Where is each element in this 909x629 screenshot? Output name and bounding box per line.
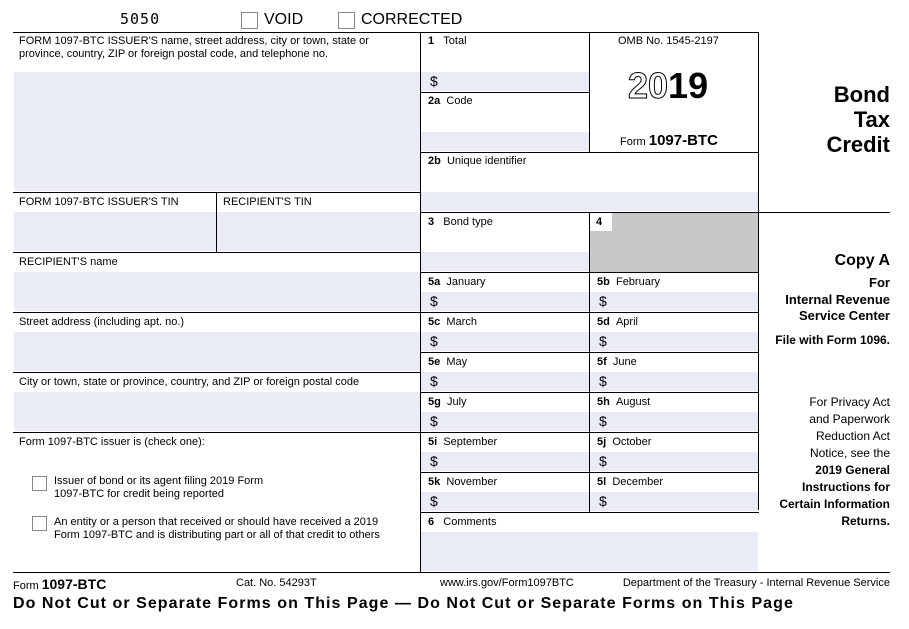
box5g-dollar: $ — [430, 413, 438, 429]
box6-label: 6 Comments — [428, 516, 497, 528]
box5g-field[interactable] — [421, 412, 589, 431]
box5f-field[interactable] — [590, 372, 758, 391]
issuer-check-label: Form 1097-BTC issuer is (check one): — [19, 436, 205, 448]
box2a-field[interactable] — [421, 132, 589, 151]
box5j-dollar: $ — [599, 453, 607, 469]
box5l-dollar: $ — [599, 493, 607, 509]
box4-number: 4 — [596, 216, 603, 228]
box5c-label: 5c March — [428, 316, 477, 328]
side-title-line3: Credit — [826, 132, 890, 157]
divider — [13, 372, 421, 373]
privacy-line8: Returns. — [841, 514, 890, 528]
corrected-checkbox[interactable] — [338, 12, 355, 29]
box5l-field[interactable] — [590, 492, 758, 511]
footer-cat-number: Cat. No. 54293T — [236, 577, 317, 589]
void-checkbox[interactable] — [241, 12, 258, 29]
box5e-dollar: $ — [430, 373, 438, 389]
box5g-label: 5g July — [428, 396, 467, 408]
issuer-option2-label: An entity or a person that received or should have received a 2019 Form 1097-BTC and is distributing part or all of that credit to others — [54, 516, 380, 541]
recipient-tin-field[interactable] — [217, 212, 420, 251]
city-label: City or town, state or province, country, and ZIP or foreign postal code — [19, 376, 360, 388]
copy-for — [760, 275, 890, 325]
privacy-notice — [755, 394, 890, 530]
box5l-label: 5l December — [597, 476, 664, 488]
privacy-line7: Certain Information — [779, 497, 890, 511]
void-label: VOID — [264, 11, 304, 28]
issuer-option1-label: Issuer of bond or its agent filing 2019 Form 1097-BTC for credit being reported — [54, 475, 264, 500]
side-title-line1: Bond — [833, 82, 890, 107]
divider — [420, 512, 759, 513]
copy-for-line3: Service Center — [798, 308, 890, 323]
box5a-dollar: $ — [430, 293, 438, 309]
box5k-label: 5k November — [428, 476, 498, 488]
box5j-label: 5j October — [597, 436, 652, 448]
issuer-tin-label: FORM 1097-BTC ISSUER'S TIN — [19, 196, 179, 208]
box5c-field[interactable] — [421, 332, 589, 351]
issuer-name-label: FORM 1097-BTC ISSUER'S name, street address, city or town, state or province, country, ZIP or foreign postal code, and telephone no. — [19, 35, 369, 60]
copy-a: Copy A — [834, 252, 890, 269]
privacy-line6: Instructions for — [801, 480, 890, 494]
box5d-dollar: $ — [599, 333, 607, 349]
box2a-label: 2a Code — [428, 95, 473, 107]
privacy-line2: and Paperwork — [809, 412, 890, 426]
box5e-label: 5e May — [428, 356, 468, 368]
box5d-label: 5d April — [597, 316, 638, 328]
form-code: 5050 — [120, 10, 161, 28]
box4-shaded — [590, 213, 758, 272]
box5i-field[interactable] — [421, 452, 589, 471]
file-with: File with Form 1096. — [775, 333, 890, 347]
box5b-dollar: $ — [599, 293, 607, 309]
box5e-field[interactable] — [421, 372, 589, 391]
privacy-line4: Notice, see the — [809, 446, 890, 460]
issuer-name-field[interactable] — [14, 72, 420, 191]
divider — [420, 472, 759, 473]
street-field[interactable] — [14, 332, 420, 371]
form-bottom-border — [13, 572, 890, 573]
form-top-border — [13, 32, 759, 33]
footer-warning: Do Not Cut or Separate Forms on This Page — Do Not Cut or Separate Forms on This Page — [13, 595, 794, 612]
box5h-label: 5h August — [597, 396, 651, 408]
box5h-field[interactable] — [590, 412, 758, 431]
divider — [420, 272, 759, 273]
recipient-name-field[interactable] — [14, 272, 420, 311]
recipient-tin-label: RECIPIENT'S TIN — [223, 196, 312, 208]
issuer-tin-field[interactable] — [14, 212, 216, 251]
city-field[interactable] — [14, 392, 420, 431]
tax-year-bold: 19 — [668, 65, 709, 106]
issuer-option2-checkbox[interactable] — [32, 516, 47, 531]
footer-url[interactable]: www.irs.gov/Form1097BTC — [440, 577, 574, 589]
privacy-line1: For Privacy Act — [809, 395, 890, 409]
divider — [420, 92, 590, 93]
divider — [420, 352, 759, 353]
issuer-option1-checkbox[interactable] — [32, 476, 47, 491]
box5k-dollar: $ — [430, 493, 438, 509]
street-label: Street address (including apt. no.) — [19, 316, 185, 328]
box5a-field[interactable] — [421, 292, 589, 311]
omb-number: OMB No. 1545-2197 — [618, 35, 719, 47]
divider — [13, 252, 421, 253]
box2b-field[interactable] — [421, 192, 758, 211]
box5f-dollar: $ — [599, 373, 607, 389]
side-title — [760, 82, 890, 157]
copy-for-line2: Internal Revenue — [785, 291, 890, 307]
divider — [420, 392, 759, 393]
box5i-label: 5i September — [428, 436, 498, 448]
box5b-field[interactable] — [590, 292, 758, 311]
box5k-field[interactable] — [421, 492, 589, 511]
box5h-dollar: $ — [599, 413, 607, 429]
tax-year-outline: 20 — [628, 65, 669, 106]
corrected-label: CORRECTED — [361, 11, 463, 28]
box1-label: 1 Total — [428, 35, 467, 47]
divider — [420, 432, 759, 433]
recipient-name-label: RECIPIENT'S name — [19, 256, 118, 268]
omb-form-name: Form 1097-BTC — [620, 132, 718, 149]
box1-field[interactable] — [421, 72, 589, 91]
privacy-line3: Reduction Act — [815, 429, 890, 443]
divider — [420, 312, 759, 313]
box1-dollar: $ — [430, 73, 438, 89]
privacy-line5: 2019 General — [815, 463, 890, 477]
divider — [13, 192, 421, 193]
copy-for-line1: For — [869, 275, 890, 290]
box5i-dollar: $ — [430, 453, 438, 469]
box5c-dollar: $ — [430, 333, 438, 349]
box5j-field[interactable] — [590, 452, 758, 471]
box5d-field[interactable] — [590, 332, 758, 351]
divider — [420, 152, 759, 153]
box5b-label: 5b February — [597, 276, 660, 288]
box2b-label: 2b Unique identifier — [428, 155, 527, 167]
box5f-label: 5f June — [597, 356, 637, 368]
box6-field[interactable] — [421, 532, 758, 571]
divider — [13, 312, 421, 313]
divider — [13, 432, 421, 433]
footer-department: Department of the Treasury - Internal Revenue Service — [622, 577, 890, 589]
box3-label: 3 Bond type — [428, 216, 493, 228]
box5a-label: 5a January — [428, 276, 486, 288]
tax-year — [628, 66, 708, 106]
box3-field[interactable] — [421, 252, 589, 271]
side-title-line2: Tax — [853, 107, 890, 132]
footer-form-name: Form 1097-BTC — [13, 576, 107, 592]
